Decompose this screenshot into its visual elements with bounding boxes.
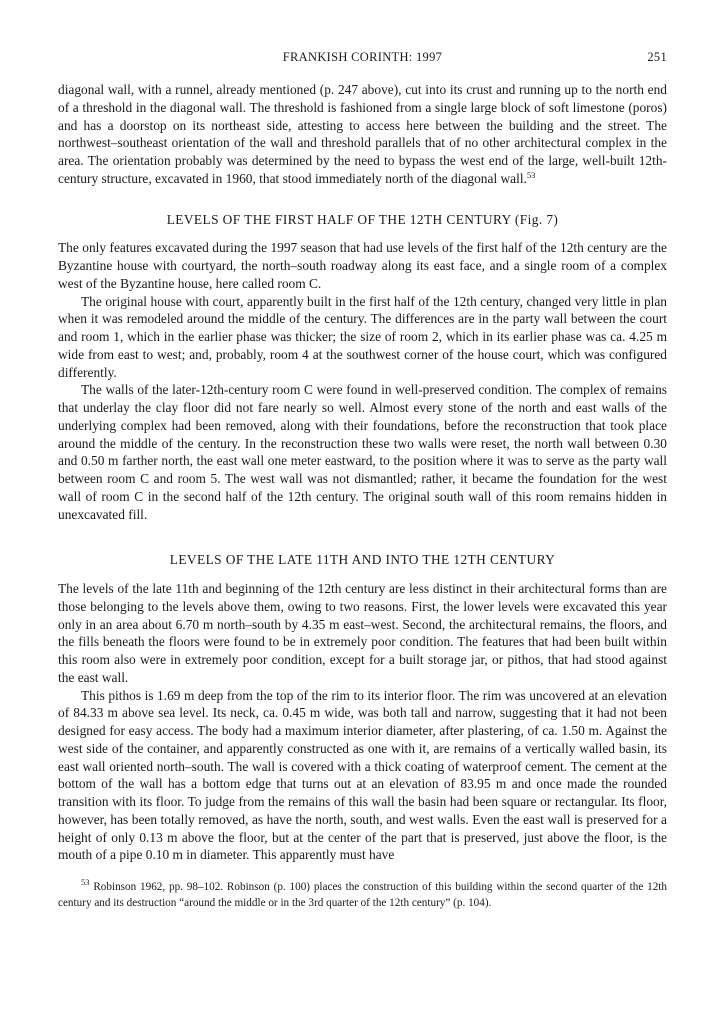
running-header xyxy=(58,50,667,68)
section-heading-late-11th: LEVELS OF THE LATE 11TH AND INTO THE 12TH CENTURY xyxy=(169,552,556,568)
paragraph: The only features excavated during the 1997 season that had use levels of the first half of the 12th century are the Byzantine house with courtyard, the north–south roadway along its east face, and a single room of a complex west of the Byzantine house, here called room C. xyxy=(58,240,667,291)
page xyxy=(58,50,667,911)
section-heading-text: LEVELS OF THE FIRST HALF OF THE 12TH CENTURY xyxy=(166,211,512,227)
body-text xyxy=(58,81,667,864)
page-number: 251 xyxy=(647,50,667,64)
paragraph: The original house with court, apparently built in the first half of the 12th century, changed very little in plan when it was remodeled around the middle of the century. The differences are in the party wall between the court and room 1, which in the earlier phase was thicker; the size of room 2, which in its earlier phase was ca. 4.25 m wide from east to west; and, probably, room 4 at the southwest corner of the house court, which was configured differently. xyxy=(58,293,667,380)
section-heading-first-half-12th xyxy=(58,211,667,229)
footnote-number: 53 xyxy=(81,877,90,887)
footnote-reference[interactable]: 53 xyxy=(526,169,536,180)
running-title: FRANKISH CORINTH: 1997 xyxy=(282,50,443,64)
figure-reference: (Fig. 7) xyxy=(514,211,559,227)
footnote-text: Robinson 1962, pp. 98–102. Robinson (p. 100) places the construction of this building within the second quarter of the 12th century and its destruction “around the middle or in the 3rd quarter of the 12th century” (p. 104). xyxy=(58,881,668,909)
paragraph: This pithos is 1.69 m deep from the top of the rim to its interior floor. The rim was uncovered at an elevation of 84.33 m above sea level. Its neck, ca. 0.45 m wide, was both tall and narrow, suggesting that it had not been designed for easy access. The body had a maximum interior diameter, after plastering, of ca. 1.50 m. Against the west side of the container, and apparently constructed as one with it, are remains of a vertically walled basin, its east wall oriented north–south. The wall is covered with a thick coating of waterproof cement. The cement at the bottom of the wall has a bottom edge that turns out at an elevation of 83.95 m and once made the rounded transition with its floor. To judge from the remains of this wall the basin had been square or rectangular. Its floor, however, has been totally removed, as have the north, south, and west walls. Even the east wall is preserved for a height of only 0.13 m above the floor, but at the center of the part that is preserved, just above the floor, is the mouth of a pipe 0.10 m in diameter. This apparently must have xyxy=(58,687,667,863)
intro-text: diagonal wall, with a runnel, already mentioned (p. 247 above), cut into its crust and running up to the north end of a threshold in the diagonal wall. The threshold is fashioned from a single large block of soft limestone (poros) and has a doorstop on its northeast side, attesting to access here between the building and the street. The northwest–southeast orientation of the wall and threshold parallels that of no other architectural complex in the area. The orientation probably was determined by the need to bypass the west end of the large, well-built 12th-century structure, excavated in 1960, that stood immediately north of the diagonal wall. xyxy=(58,82,667,186)
paragraph: The walls of the later-12th-century room C were found in well-preserved condition. The complex of remains that underlay the clay floor did not fare nearly so well. Almost every stone of the north and east walls of the underlying complex had been removed, along with their foundations, before the reconstruction that took place around the middle of the century. In the reconstruction these two walls were reset, the north wall between 0.30 and 0.50 m farther north, the east wall one meter eastward, to the position where it was to serve as the party wall between room C and room 5. The west wall was not dismantled; rather, it became the foundation for the west wall of room C in the second half of the 12th century. The original south wall of this room remains hidden in unexcavated fill. xyxy=(58,382,667,522)
paragraph: The levels of the late 11th and beginning of the 12th century are less distinct in their architectural forms than are those belonging to the levels above them, owing to two reasons. First, the lower levels were excavated this year only in an area about 6.70 m north–south by 4.35 m east–west. Second, the architectural remains, the floors, and the fills beneath the floors were found to be in extremely poor condition. The features that had been built within this room also were in extremely poor condition, except for a built storage jar, or pithos, that had stood against the east wall. xyxy=(58,581,667,685)
intro-paragraph xyxy=(58,81,667,188)
footnote xyxy=(58,879,667,911)
